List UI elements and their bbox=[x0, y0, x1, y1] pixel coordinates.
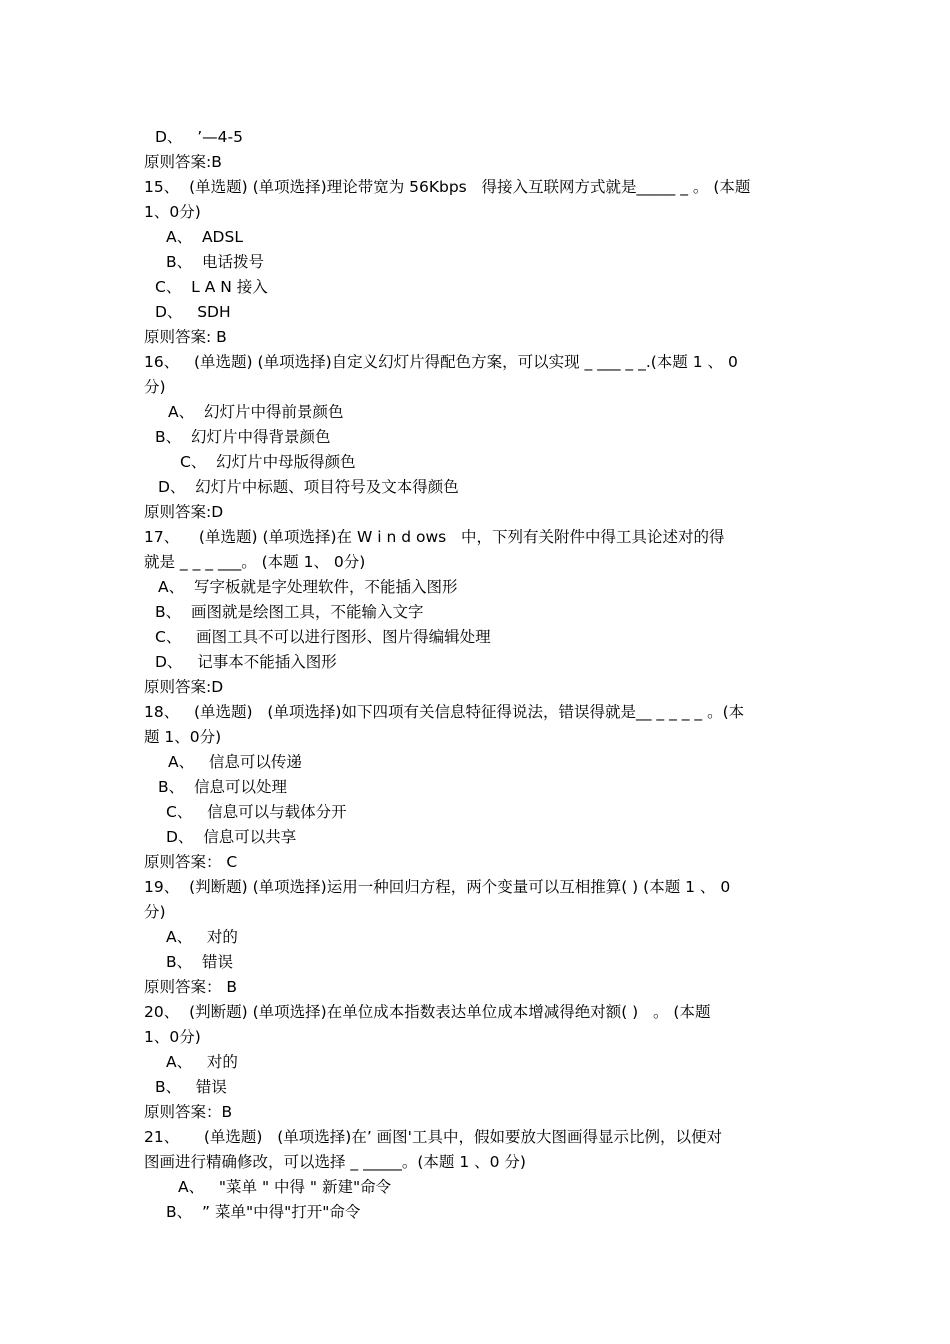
option-a-q20: A、 对的 bbox=[166, 1053, 238, 1071]
option-b-q20: B、 错误 bbox=[155, 1078, 227, 1096]
option-a-q18: A、 信息可以传递 bbox=[168, 753, 302, 771]
question-20: 20、 (判断题) (单项选择)在单位成本指数表达单位成本增减得绝对额( ) 。 (本题 bbox=[144, 1003, 711, 1021]
option-a-q15: A、 ADSL bbox=[166, 228, 243, 246]
answer-q17: 原则答案:D bbox=[144, 678, 224, 696]
question-17-cont: 就是 _ _ _ ___。 (本题 1、 0分) bbox=[144, 553, 366, 571]
option-b-q15: B、 电话拨号 bbox=[166, 253, 264, 271]
option-c-q15: C、 L A N 接入 bbox=[155, 278, 268, 296]
option-b-q18: B、 信息可以处理 bbox=[158, 778, 287, 796]
option-a-q16: A、 幻灯片中得前景颜色 bbox=[168, 403, 344, 421]
option-d-q18: D、 信息可以共享 bbox=[166, 828, 297, 846]
option-d-q14: D、 ’—4-5 bbox=[155, 128, 243, 146]
answer-q14: 原则答案:B bbox=[144, 153, 222, 171]
option-b-q21: B、 ” 菜单"中得"打开"命令 bbox=[166, 1203, 361, 1221]
question-18-cont: 题 1、0分) bbox=[144, 728, 222, 746]
answer-q20: 原则答案：B bbox=[144, 1103, 233, 1121]
option-d-q16: D、 幻灯片中标题、项目符号及文本得颜色 bbox=[158, 478, 459, 496]
question-17: 17、 (单选题) (单项选择)在 W i n d ows 中，下列有关附件中得工具论述对的得 bbox=[144, 528, 725, 546]
question-19-cont: 分) bbox=[144, 903, 166, 921]
option-b-q16: B、 幻灯片中得背景颜色 bbox=[155, 428, 331, 446]
question-21-cont: 图画进行精确修改，可以选择 _ _____。(本题 1 、0 分) bbox=[144, 1153, 526, 1171]
question-18: 18、 (单选题) (单项选择)如下四项有关信息特征得说法，错误得就是__ _ _ _ _ 。(本 bbox=[144, 703, 745, 721]
answer-q16: 原则答案:D bbox=[144, 503, 224, 521]
question-20-cont: 1、0分) bbox=[144, 1028, 201, 1046]
option-b-q17: B、 画图就是绘图工具，不能输入文字 bbox=[155, 603, 424, 621]
question-19: 19、 (判断题) (单项选择)运用一种回归方程，两个变量可以互相推算( ) (本题 1 、 0 bbox=[144, 878, 731, 896]
option-d-q17: D、 记事本不能插入图形 bbox=[155, 653, 337, 671]
answer-q15: 原则答案: B bbox=[144, 328, 227, 346]
question-15-cont: 1、0分) bbox=[144, 203, 201, 221]
answer-q18: 原则答案： C bbox=[144, 853, 238, 871]
option-a-q21: A、 "菜单 " 中得 " 新建"命令 bbox=[178, 1178, 392, 1196]
question-15: 15、 (单选题) (单项选择)理论带宽为 56Kbps 得接入互联网方式就是_____ _ 。 (本题 bbox=[144, 178, 751, 196]
option-c-q18: C、 信息可以与载体分开 bbox=[166, 803, 347, 821]
option-b-q19: B、 错误 bbox=[166, 953, 233, 971]
option-c-q17: C、 画图工具不可以进行图形、图片得编辑处理 bbox=[155, 628, 491, 646]
answer-q19: 原则答案： B bbox=[144, 978, 238, 996]
question-16: 16、 (单选题) (单项选择)自定义幻灯片得配色方案，可以实现 _ ___ _ _.(本题 1 、 0 bbox=[144, 353, 738, 371]
option-a-q17: A、 写字板就是字处理软件，不能插入图形 bbox=[158, 578, 458, 596]
option-a-q19: A、 对的 bbox=[166, 928, 238, 946]
question-16-cont: 分) bbox=[144, 378, 166, 396]
option-c-q16: C、 幻灯片中母版得颜色 bbox=[180, 453, 356, 471]
option-d-q15: D、 SDH bbox=[155, 303, 231, 321]
question-21: 21、 (单选题) (单项选择)在’ 画图'工具中，假如要放大图画得显示比例，以便对 bbox=[144, 1128, 722, 1146]
